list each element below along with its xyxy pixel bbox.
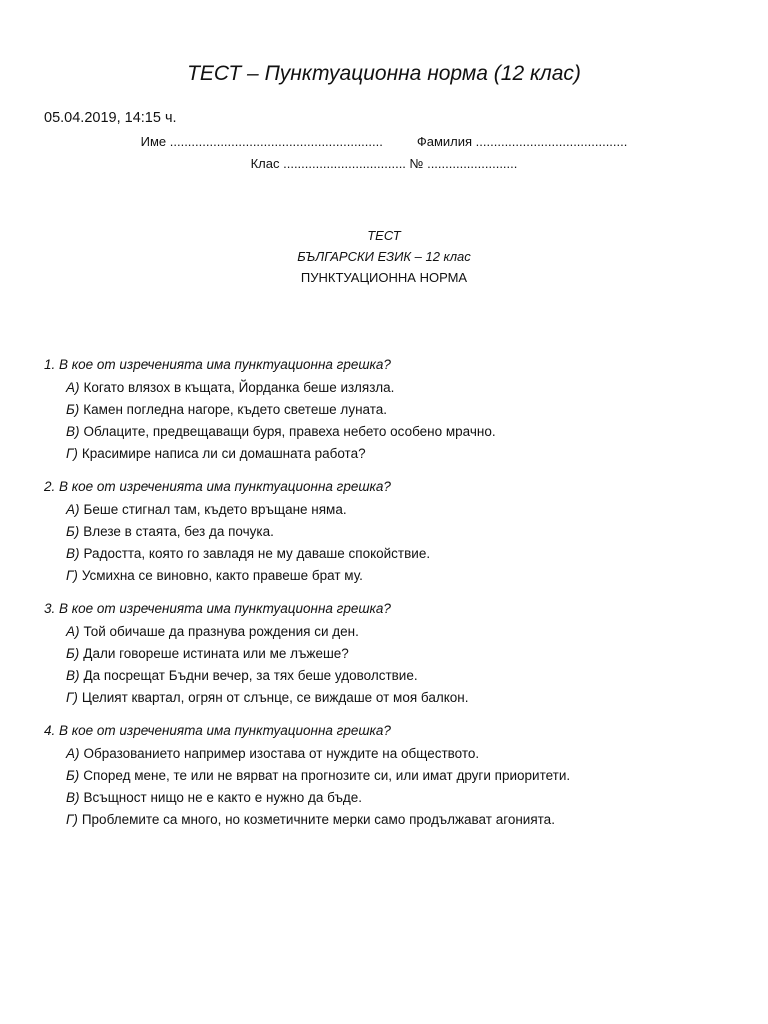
test-subheader xyxy=(0,225,768,288)
option-letter: А) xyxy=(66,624,80,639)
option-text: Всъщност нищо не е както е нужно да бъде. xyxy=(83,790,363,805)
question-1 xyxy=(44,355,734,465)
option-text: Влезе в стаята, без да почука. xyxy=(83,524,274,539)
question-text: 1. В кое от изреченията има пунктуационна грешка? xyxy=(44,357,391,372)
option-text: Усмихна се виновно, както правеше брат му. xyxy=(81,568,363,583)
option-text: Беше стигнал там, където връщане няма. xyxy=(83,502,347,517)
option-a xyxy=(44,377,734,399)
option-letter: В) xyxy=(66,546,80,561)
question-2 xyxy=(44,477,734,587)
option-letter: Г) xyxy=(66,568,78,583)
questions-list xyxy=(44,355,734,843)
option-letter: Б) xyxy=(66,646,80,661)
question-text: 3. В кое от изреченията има пунктуационна грешка? xyxy=(44,601,391,616)
option-b xyxy=(44,643,734,665)
option-text: Той обичаше да празнува рождения си ден. xyxy=(83,624,359,639)
option-letter: Б) xyxy=(66,768,80,783)
option-letter: В) xyxy=(66,668,80,683)
option-g xyxy=(44,809,734,831)
class-field: Клас .................................. № ......................... xyxy=(250,156,518,171)
option-g xyxy=(44,687,734,709)
option-text: Според мене, те или не вярват на прогнозите си, или имат други приоритети. xyxy=(83,768,571,783)
option-g xyxy=(44,565,734,587)
subheader-test: ТЕСТ xyxy=(367,228,401,243)
option-a xyxy=(44,743,734,765)
option-text: Дали говореше истината или ме лъжеше? xyxy=(83,646,349,661)
student-name-line xyxy=(0,134,768,149)
name-field: Име ........................................................... xyxy=(140,134,383,149)
option-letter: В) xyxy=(66,424,80,439)
option-v xyxy=(44,787,734,809)
option-text: Проблемите са много, но козметичните мерки само продължават агонията. xyxy=(81,812,555,827)
option-letter: А) xyxy=(66,380,80,395)
option-v xyxy=(44,665,734,687)
option-text: Целият квартал, огрян от слънце, се виждаше от моя балкон. xyxy=(81,690,469,705)
date-time: 05.04.2019, 14:15 ч. xyxy=(44,110,177,126)
option-letter: Г) xyxy=(66,446,78,461)
option-letter: Г) xyxy=(66,690,78,705)
option-a xyxy=(44,621,734,643)
option-a xyxy=(44,499,734,521)
option-b xyxy=(44,521,734,543)
option-text: Да посрещат Бъдни вечер, за тях беше удоволствие. xyxy=(83,668,418,683)
option-text: Радостта, която го завладя не му даваше спокойствие. xyxy=(83,546,431,561)
option-text: Камен погледна нагоре, където светеше луната. xyxy=(83,402,388,417)
option-letter: А) xyxy=(66,502,80,517)
option-v xyxy=(44,421,734,443)
page-title: ТЕСТ – Пунктуационна норма (12 клас) xyxy=(187,62,581,85)
option-letter: Г) xyxy=(66,812,78,827)
option-text: Образованието например изостава от нуждите на обществото. xyxy=(83,746,480,761)
question-3 xyxy=(44,599,734,709)
option-text: Облаците, предвещаващи буря, правеха небето особено мрачно. xyxy=(83,424,496,439)
option-b xyxy=(44,765,734,787)
subheader-subject: БЪЛГАРСКИ ЕЗИК – 12 клас xyxy=(297,249,471,264)
option-text: Когато влязох в къщата, Йорданка беше излязла. xyxy=(83,380,395,395)
question-text: 2. В кое от изреченията има пунктуационна грешка? xyxy=(44,479,391,494)
subheader-topic: ПУНКТУАЦИОННА НОРМА xyxy=(300,270,468,285)
option-text: Красимире написа ли си домашната работа? xyxy=(81,446,366,461)
option-b xyxy=(44,399,734,421)
option-g xyxy=(44,443,734,465)
option-v xyxy=(44,543,734,565)
option-letter: Б) xyxy=(66,524,80,539)
option-letter: В) xyxy=(66,790,80,805)
question-4 xyxy=(44,721,734,831)
option-letter: А) xyxy=(66,746,80,761)
question-text: 4. В кое от изреченията има пунктуационна грешка? xyxy=(44,723,391,738)
surname-field: Фамилия .......................................... xyxy=(416,134,628,149)
option-letter: Б) xyxy=(66,402,80,417)
